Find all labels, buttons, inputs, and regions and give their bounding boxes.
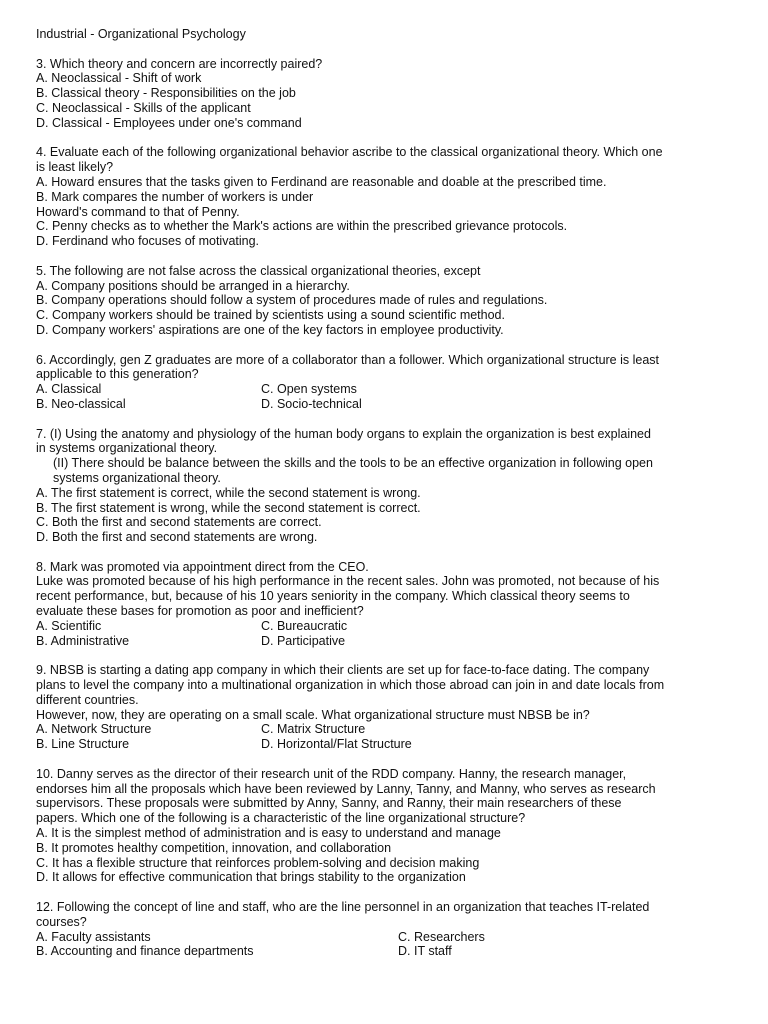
question-4-option-b: B. Mark compares the number of workers is under: [36, 189, 314, 204]
question-8-options-row-2: [36, 634, 736, 649]
question-12-stem-line-2: courses?: [36, 914, 87, 929]
question-4-option-d: D. Ferdinand who focuses of motivating.: [36, 234, 260, 249]
question-10: [36, 767, 736, 885]
question-12: [36, 900, 736, 959]
question-6-options-row-2: [36, 397, 736, 412]
question-3-option-c: C. Neoclassical - Skills of the applicant: [36, 100, 251, 115]
question-9-options-row-1: [36, 722, 736, 737]
question-6-options-row-1: [36, 382, 736, 397]
question-9-stem-line-2: plans to level the company into a multinational organization in which those abroad can join in and date locals from: [36, 678, 665, 693]
question-8-option-c: C. Bureaucratic: [261, 618, 348, 633]
question-4-option-b-continued: Howard's command to that of Penny.: [36, 204, 240, 219]
question-7-option-d: D. Both the first and second statements are wrong.: [36, 530, 318, 545]
question-7-stem-line-1: 7. (I) Using the anatomy and physiology of the human body organs to explain the organization is best explained: [36, 426, 651, 441]
question-6: [36, 353, 736, 412]
question-6-stem-line-1: 6. Accordingly, gen Z graduates are more of a collaborator than a follower. Which organizational structure is least: [36, 352, 660, 367]
question-9-stem-line-4: However, now, they are operating on a small scale. What organizational structure must NBSB be in?: [36, 707, 590, 722]
question-7-stem-line-3: (II) There should be balance between the skills and the tools to be an effective organization in following open: [53, 456, 653, 471]
question-9-option-a: A. Network Structure: [36, 722, 152, 737]
question-12-option-c: C. Researchers: [398, 929, 485, 944]
document-title: Industrial - Organizational Psychology: [36, 27, 246, 41]
question-4-option-c: C. Penny checks as to whether the Mark's actions are within the prescribed grievance protocols.: [36, 219, 568, 234]
question-9-stem-line-3: different countries.: [36, 692, 139, 707]
question-7-option-b: B. The first statement is wrong, while the second statement is correct.: [36, 500, 421, 515]
question-7: [36, 427, 736, 545]
question-7-option-c: C. Both the first and second statements are correct.: [36, 515, 322, 530]
question-3-option-d: D. Classical - Employees under one's command: [36, 115, 302, 130]
question-10-option-b: B. It promotes healthy competition, innovation, and collaboration: [36, 840, 392, 855]
question-6-option-d: D. Socio-technical: [261, 396, 362, 411]
question-10-option-c: C. It has a flexible structure that reinforces problem-solving and decision making: [36, 855, 480, 870]
question-8-stem-line-1: 8. Mark was promoted via appointment direct from the CEO.: [36, 559, 369, 574]
question-5-option-c: C. Company workers should be trained by scientists using a sound scientific method.: [36, 308, 505, 323]
question-6-option-a: A. Classical: [36, 382, 102, 397]
question-10-option-d: D. It allows for effective communication that brings stability to the organization: [36, 870, 466, 885]
question-7-option-a: A. The first statement is correct, while the second statement is wrong.: [36, 485, 421, 500]
question-3-option-a: A. Neoclassical - Shift of work: [36, 71, 202, 86]
question-5-option-b: B. Company operations should follow a system of procedures made of rules and regulations.: [36, 293, 548, 308]
question-7-stem-line-2: in systems organizational theory.: [36, 441, 218, 456]
question-4-stem-line-1: 4. Evaluate each of the following organizational behavior ascribe to the classical organizational theory. Which one: [36, 145, 663, 160]
question-8-stem-line-4: evaluate these bases for promotion as poor and inefficient?: [36, 604, 364, 619]
question-4-stem-line-2: is least likely?: [36, 160, 114, 175]
question-4-option-a: A. Howard ensures that the tasks given to Ferdinand are reasonable and doable at the prescribed time.: [36, 174, 607, 189]
question-5-option-a: A. Company positions should be arranged in a hierarchy.: [36, 278, 350, 293]
question-10-option-a: A. It is the simplest method of administration and is easy to understand and manage: [36, 826, 501, 841]
question-12-options-row-2: [36, 944, 736, 959]
question-3: [36, 57, 736, 131]
question-8-options-row-1: [36, 619, 736, 634]
question-4: [36, 145, 736, 249]
question-9-option-d: D. Horizontal/Flat Structure: [261, 737, 412, 752]
question-12-option-b: B. Accounting and finance departments: [36, 944, 254, 959]
question-9-option-c: C. Matrix Structure: [261, 722, 366, 737]
question-10-stem-line-2: endorses him all the proposals which have been reviewed by Lanny, Tanny, and Manny, who serves as research: [36, 781, 656, 796]
question-12-option-a: A. Faculty assistants: [36, 929, 151, 944]
question-8-stem-line-2: Luke was promoted because of his high performance in the recent sales. John was promoted, not because of his: [36, 574, 660, 589]
question-10-stem-line-4: papers. Which one of the following is a characteristic of the line organizational structure?: [36, 811, 526, 826]
document-page: [36, 27, 736, 959]
question-6-stem-line-2: applicable to this generation?: [36, 367, 199, 382]
question-8: [36, 560, 736, 649]
question-9-options-row-2: [36, 737, 736, 752]
question-12-stem-line-1: 12. Following the concept of line and staff, who are the line personnel in an organization that teaches IT-related: [36, 900, 650, 915]
question-9-stem-line-1: 9. NBSB is starting a dating app company in which their clients are set up for face-to-face dating. The company: [36, 663, 650, 678]
question-5: [36, 264, 736, 338]
question-12-options-row-1: [36, 930, 736, 945]
question-5-stem: 5. The following are not false across the classical organizational theories, except: [36, 263, 481, 278]
question-7-stem-line-4: systems organizational theory.: [53, 470, 221, 485]
question-5-option-d: D. Company workers' aspirations are one of the key factors in employee productivity.: [36, 322, 504, 337]
question-6-option-c: C. Open systems: [261, 382, 357, 397]
question-3-stem: 3. Which theory and concern are incorrectly paired?: [36, 56, 323, 71]
question-8-option-b: B. Administrative: [36, 633, 130, 648]
question-8-option-d: D. Participative: [261, 633, 346, 648]
question-8-stem-line-3: recent performance, but, because of his 10 years seniority in the company. Which classical theory seems to: [36, 589, 630, 604]
question-10-stem-line-1: 10. Danny serves as the director of their research unit of the RDD company. Hanny, the research manager,: [36, 766, 627, 781]
question-9: [36, 663, 736, 752]
question-3-option-b: B. Classical theory - Responsibilities on the job: [36, 86, 296, 101]
question-9-option-b: B. Line Structure: [36, 737, 130, 752]
question-12-option-d: D. IT staff: [398, 944, 452, 959]
question-8-option-a: A. Scientific: [36, 618, 102, 633]
question-10-stem-line-3: supervisors. These proposals were submitted by Anny, Sanny, and Ranny, their main researchers of these: [36, 796, 622, 811]
question-6-option-b: B. Neo-classical: [36, 396, 126, 411]
